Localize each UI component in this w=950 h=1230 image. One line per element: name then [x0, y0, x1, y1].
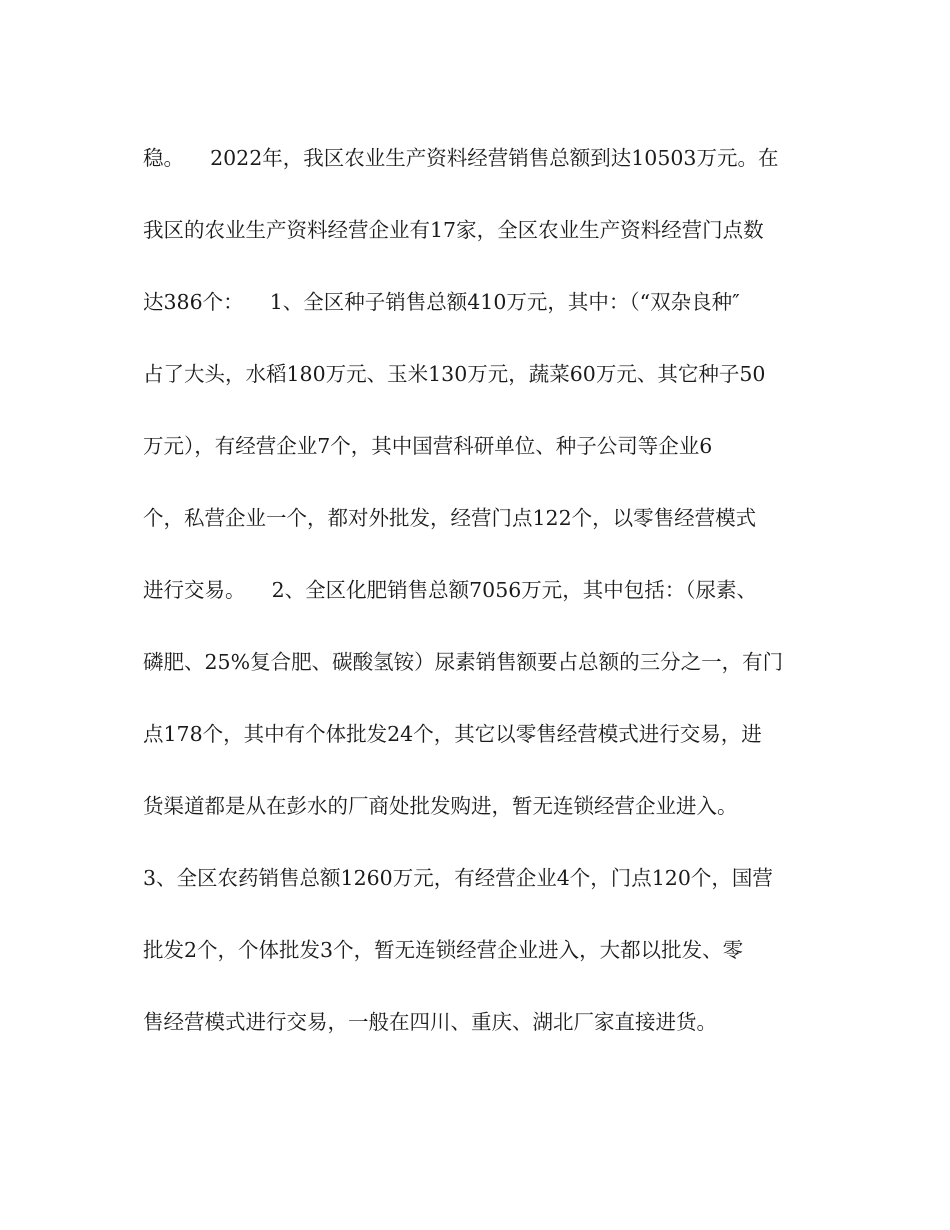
paragraph-line: 万元），有经营企业7个，其中国营科研单位、种子公司等企业6 — [143, 434, 713, 458]
paragraph-line: 售经营模式进行交易，一般在四川、重庆、湖北厂家直接进货。 — [143, 1010, 717, 1034]
paragraph-line: 占了大头，水稻180万元、玉米130万元，蔬菜60万元、其它种子50 — [143, 362, 766, 386]
paragraph-line: 磷肥、25%复合肥、碳酸氢铵）尿素销售额要占总额的三分之一，有门 — [143, 650, 784, 674]
paragraph-line: 我区的农业生产资料经营企业有17家，全区农业生产资料经营门点数 — [143, 218, 764, 242]
paragraph-line: 点178个，其中有个体批发24个，其它以零售经营模式进行交易，进 — [143, 722, 762, 746]
paragraph-line: 稳。 2022年，我区农业生产资料经营销售总额到达10503万元。在 — [143, 146, 779, 170]
paragraph-line: 3、全区农药销售总额1260万元，有经营企业4个，门点120个，国营 — [143, 866, 773, 890]
paragraph-line: 进行交易。 2、全区化肥销售总额7056万元，其中包括：（尿素、 — [143, 578, 758, 602]
paragraph-line: 个，私营企业一个，都对外批发，经营门点122个，以零售经营模式 — [143, 506, 757, 530]
paragraph-line: 批发2个，个体批发3个，暂无连锁经营企业进入，大都以批发、零 — [143, 938, 744, 962]
paragraph-line: 达386个： 1、全区种子销售总额410万元，其中：（“双杂良种″ — [143, 290, 740, 314]
paragraph-line: 货渠道都是从在彭水的厂商处批发购进，暂无连锁经营企业进入。 — [143, 794, 738, 818]
